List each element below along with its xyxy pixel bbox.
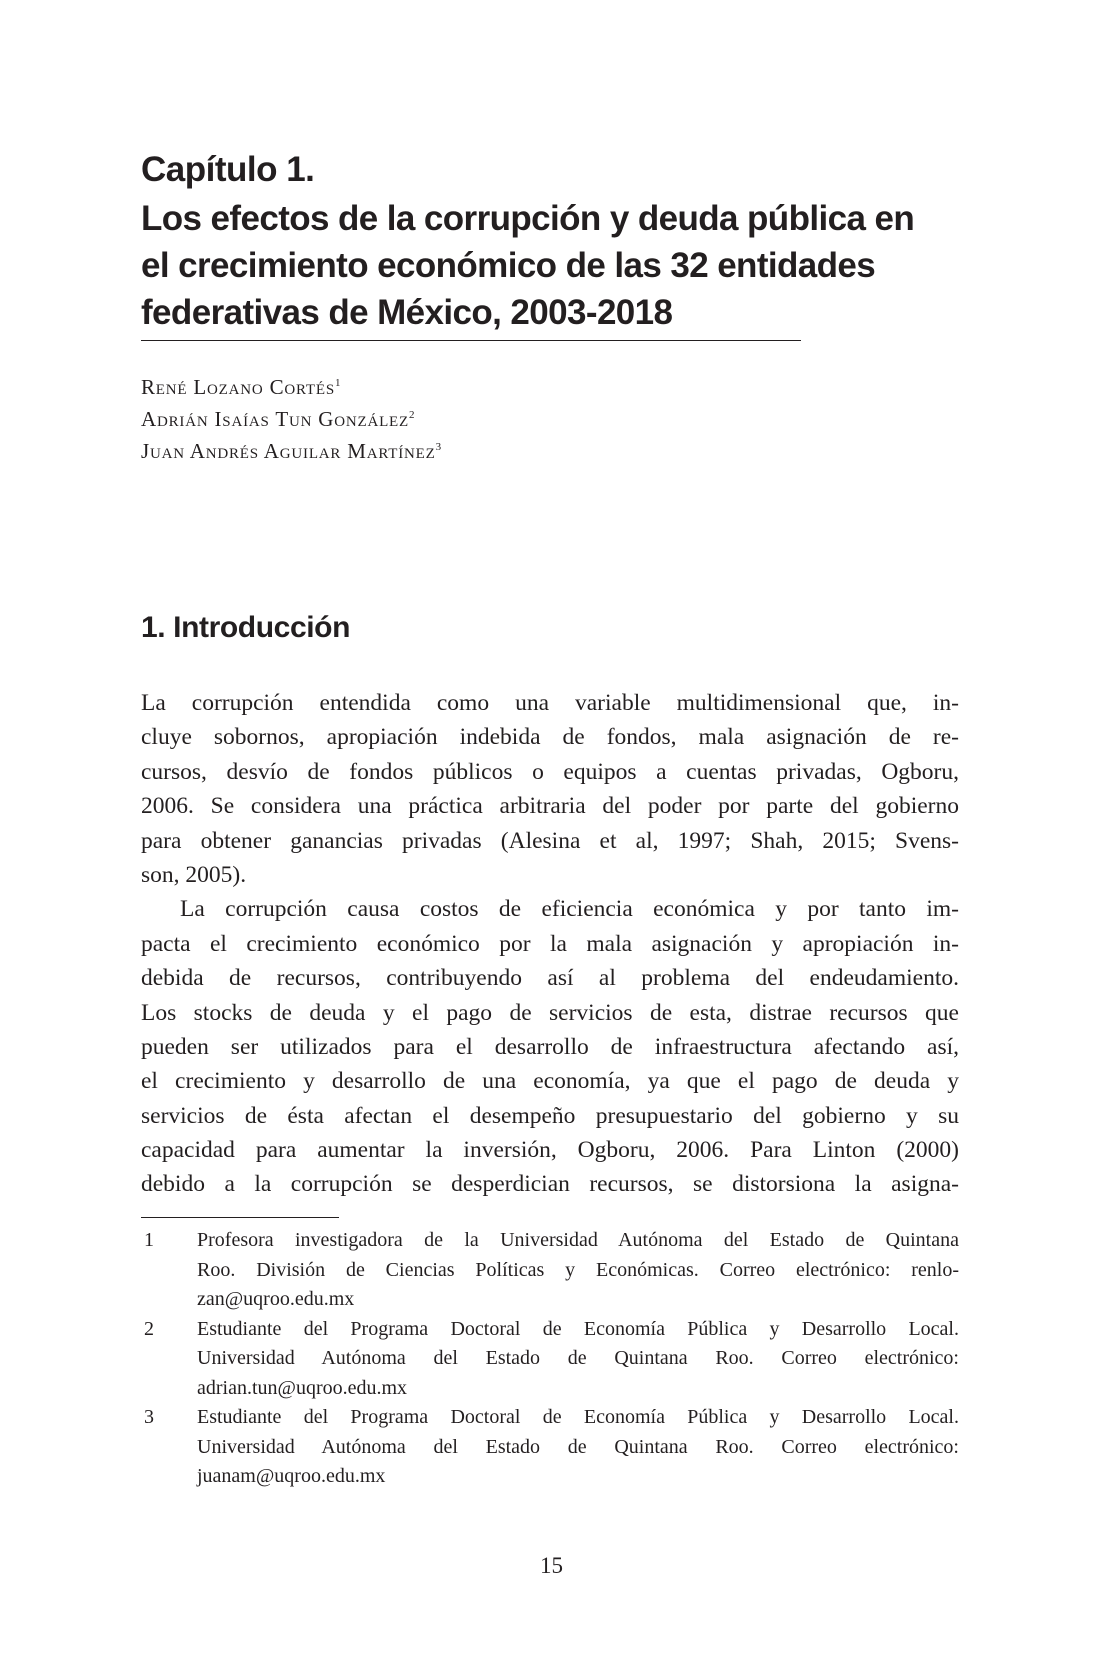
text-line: servicios de ésta afectan el desempeño presupuestario del gobierno y su bbox=[141, 1102, 959, 1129]
text-line: debido a la corrupción se desperdician recursos, se distorsiona la asigna- bbox=[141, 1171, 959, 1198]
author-list bbox=[141, 371, 441, 467]
text-line: Los stocks de deuda y el pago de servicios de esta, distrae recursos que bbox=[141, 999, 959, 1026]
body-text bbox=[141, 686, 959, 1202]
footnote-number: 3 bbox=[144, 1406, 154, 1428]
page-number: 15 bbox=[540, 1553, 563, 1578]
text-line: pueden ser utilizados para el desarrollo de infraestructura afectando así, bbox=[141, 1033, 959, 1060]
text-line: el crecimiento y desarrollo de una economía, ya que el pago de deuda y bbox=[141, 1068, 959, 1095]
author-1 bbox=[141, 371, 441, 403]
text-line: para obtener ganancias privadas (Alesina et al, 1997; Shah, 2015; Svens- bbox=[141, 827, 959, 854]
footnote-2 bbox=[141, 1315, 959, 1404]
footnote-ref[interactable]: 1 bbox=[335, 377, 341, 389]
chapter-title-line: el crecimiento económico de las 32 entidades bbox=[141, 246, 876, 285]
footnotes bbox=[141, 1226, 959, 1492]
text-line: La corrupción entendida como una variable multidimensional que, in- bbox=[141, 690, 959, 716]
text-line: cursos, desvío de fondos públicos o equipos a cuentas privadas, Ogboru, bbox=[141, 758, 959, 785]
footnote-line: Profesora investigadora de la Universidad Autónoma del Estado de Quintana bbox=[197, 1229, 959, 1251]
chapter-title bbox=[141, 195, 971, 336]
footnote-line: Estudiante del Programa Doctoral de Economía Pública y Desarrollo Local. bbox=[197, 1317, 959, 1340]
footnote-1 bbox=[141, 1226, 959, 1315]
footnote-number: 1 bbox=[144, 1229, 154, 1251]
footnote-ref[interactable]: 2 bbox=[408, 409, 415, 421]
author-2 bbox=[141, 403, 441, 435]
text-line: capacidad para aumentar la inversión, Ogboru, 2006. Para Linton (2000) bbox=[141, 1137, 959, 1164]
text-line: 2006. Se considera una práctica arbitraria del poder por parte del gobierno bbox=[141, 793, 959, 820]
footnote-number: 2 bbox=[144, 1317, 154, 1340]
chapter-title-line: federativas de México, 2003-2018 bbox=[141, 293, 673, 332]
text-line: debida de recursos, contribuyendo así al problema del endeudamiento. bbox=[141, 965, 959, 992]
footnote-line: Estudiante del Programa Doctoral de Economía Pública y Desarrollo Local. bbox=[197, 1406, 959, 1428]
text-line: pacta el crecimiento económico por la mala asignación y apropiación in- bbox=[141, 930, 959, 957]
text-line: cluye sobornos, apropiación indebida de fondos, mala asignación de re- bbox=[141, 724, 959, 751]
footnote-line: adrian.tun@uqroo.edu.mx bbox=[197, 1376, 408, 1399]
footnote-ref[interactable]: 3 bbox=[435, 441, 442, 453]
footnote-3 bbox=[141, 1403, 959, 1492]
author-name: René Lozano Cortés bbox=[141, 375, 335, 399]
chapter-label: Capítulo 1. bbox=[141, 150, 315, 189]
paragraph-1 bbox=[141, 686, 959, 892]
author-name: Juan Andrés Aguilar Martínez bbox=[141, 439, 436, 463]
paragraph-2 bbox=[141, 892, 959, 1202]
footnote-line: Roo. División de Ciencias Políticas y Económicas. Correo electrónico: renlo- bbox=[197, 1258, 959, 1281]
footnote-line: juanam@uqroo.edu.mx bbox=[197, 1465, 386, 1487]
chapter-title-line: Los efectos de la corrupción y deuda pública en bbox=[141, 199, 915, 238]
footnote-line: zan@uqroo.edu.mx bbox=[197, 1288, 355, 1310]
author-3 bbox=[141, 435, 441, 467]
footnote-line: Universidad Autónoma del Estado de Quintana Roo. Correo electrónico: bbox=[197, 1435, 959, 1458]
section-heading: 1. Introducción bbox=[141, 611, 351, 644]
author-name: Adrián Isaías Tun González bbox=[141, 407, 409, 431]
text-line: son, 2005). bbox=[141, 861, 247, 888]
footnote-divider bbox=[141, 1217, 339, 1218]
text-line: La corrupción causa costos de eficiencia económica y por tanto im- bbox=[180, 896, 959, 923]
footnote-line: Universidad Autónoma del Estado de Quintana Roo. Correo electrónico: bbox=[197, 1347, 959, 1369]
title-divider bbox=[141, 340, 801, 341]
